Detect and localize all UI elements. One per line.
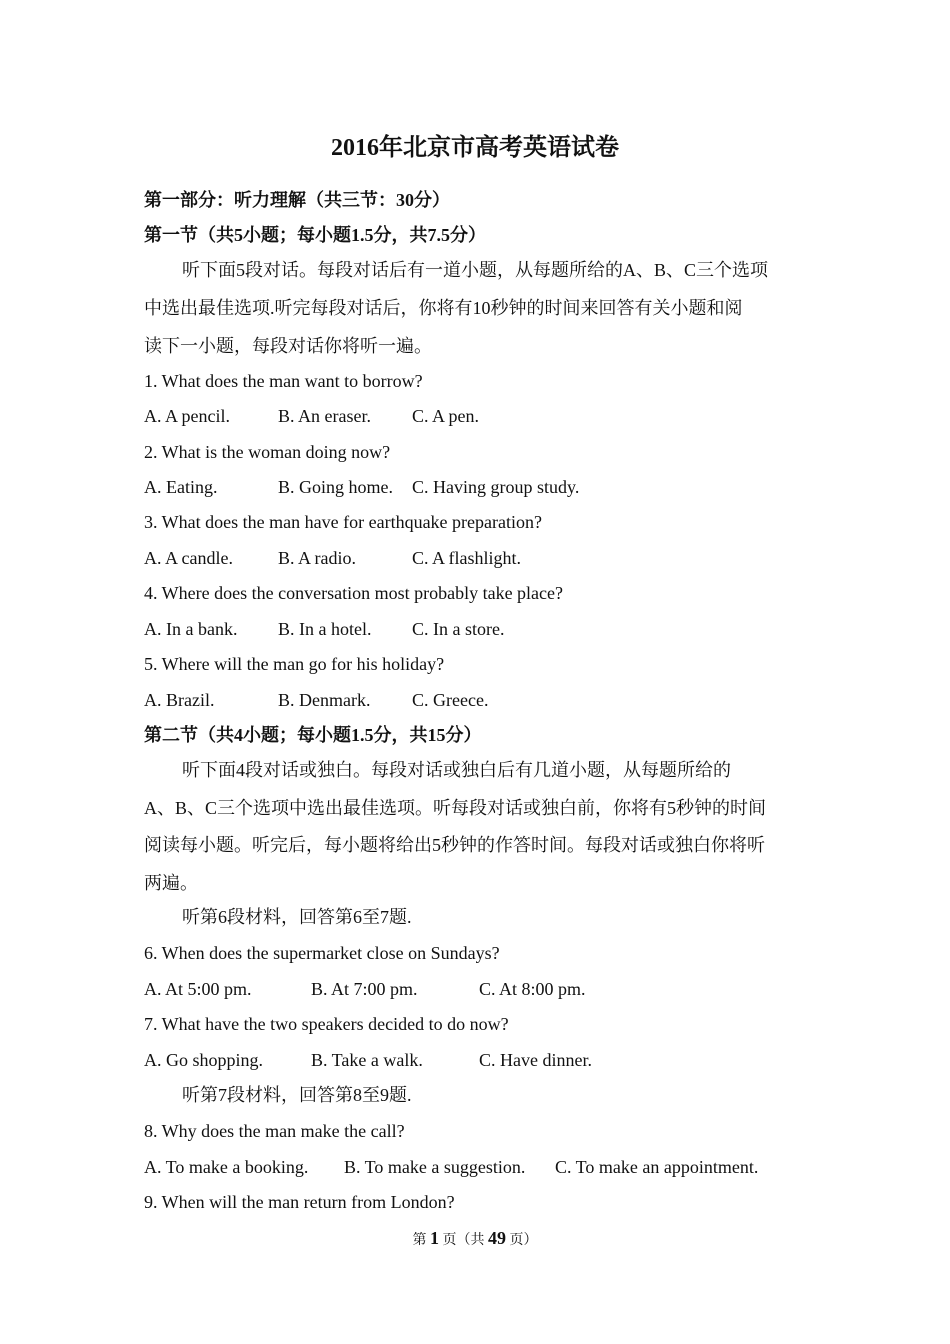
option-c: C. A flashlight. (412, 548, 522, 568)
question-text: 3. What does the man have for earthquake preparation? (144, 512, 542, 532)
option-c: C. To make an appointment. (555, 1157, 759, 1177)
instruction-line: 听下面5段对话。每段对话后有一道小题，从每题所给的A、B、C三个选项 (182, 260, 769, 280)
options-row (144, 546, 844, 570)
options-row (144, 688, 844, 712)
page-total: 49 (488, 1228, 506, 1248)
option-b: B. Take a walk. (311, 1050, 423, 1070)
material-note: 听第7段材料，回答第8至9题. (182, 1085, 412, 1105)
part-heading: 第一部分：听力理解（共三节：30分） (144, 190, 450, 210)
option-b: B. At 7:00 pm. (311, 979, 418, 999)
instruction-line: 阅读每小题。听完后，每小题将给出5秒钟的作答时间。每段对话或独白你将听 (144, 835, 765, 855)
question-text: 5. Where will the man go for his holiday? (144, 654, 445, 674)
options-row (144, 404, 844, 428)
option-a: A. Eating. (144, 477, 218, 497)
page-number: 1 (430, 1228, 439, 1248)
option-a: A. At 5:00 pm. (144, 979, 252, 999)
option-c: C. A pen. (412, 406, 480, 426)
options-row (144, 1048, 844, 1072)
option-b: B. An eraser. (278, 406, 371, 426)
option-b: B. Going home. (278, 477, 393, 497)
option-a: A. Brazil. (144, 690, 215, 710)
option-b: B. A radio. (278, 548, 357, 568)
options-row (144, 1155, 844, 1179)
footer-suffix: 页） (509, 1233, 538, 1248)
question-text: 9. When will the man return from London? (144, 1192, 455, 1212)
option-a: A. To make a booking. (144, 1157, 309, 1177)
page-title: 2016年北京市高考英语试卷 (331, 135, 619, 161)
option-a: A. Go shopping. (144, 1050, 264, 1070)
footer-prefix: 第 (412, 1233, 427, 1248)
question-text: 6. When does the supermarket close on Sundays? (144, 943, 500, 963)
question-text: 4. Where does the conversation most probably take place? (144, 583, 564, 603)
options-row (144, 475, 844, 499)
option-c: C. Have dinner. (479, 1050, 592, 1070)
page-footer (0, 1228, 950, 1251)
footer-mid: 页（共 (442, 1233, 485, 1248)
question-text: 7. What have the two speakers decided to do now? (144, 1014, 509, 1034)
question-text: 2. What is the woman doing now? (144, 442, 391, 462)
instruction-line: 读下一小题，每段对话你将听一遍。 (144, 336, 432, 356)
option-b: B. In a hotel. (278, 619, 372, 639)
option-b: B. To make a suggestion. (344, 1157, 526, 1177)
instruction-line: 听下面4段对话或独白。每段对话或独白后有几道小题，从每题所给的 (182, 760, 731, 780)
instruction-line: 中选出最佳选项.听完每段对话后，你将有10秒钟的时间来回答有关小题和阅 (144, 298, 743, 318)
question-text: 8. Why does the man make the call? (144, 1121, 405, 1141)
question-text: 1. What does the man want to borrow? (144, 371, 423, 391)
option-a: A. In a bank. (144, 619, 238, 639)
option-b: B. Denmark. (278, 690, 371, 710)
options-row (144, 977, 844, 1001)
option-a: A. A pencil. (144, 406, 230, 426)
option-c: C. Having group study. (412, 477, 580, 497)
option-c: C. At 8:00 pm. (479, 979, 586, 999)
option-a: A. A candle. (144, 548, 233, 568)
options-row (144, 617, 844, 641)
instruction-line: A、B、C三个选项中选出最佳选项。听每段对话或独白前，你将有5秒钟的时间 (144, 798, 767, 818)
material-note: 听第6段材料，回答第6至7题. (182, 907, 412, 927)
instruction-line: 两遍。 (144, 873, 198, 893)
option-c: C. Greece. (412, 690, 489, 710)
option-c: C. In a store. (412, 619, 505, 639)
section-heading: 第一节（共5小题；每小题1.5分，共7.5分） (144, 225, 486, 245)
section-heading: 第二节（共4小题；每小题1.5分，共15分） (144, 725, 482, 745)
